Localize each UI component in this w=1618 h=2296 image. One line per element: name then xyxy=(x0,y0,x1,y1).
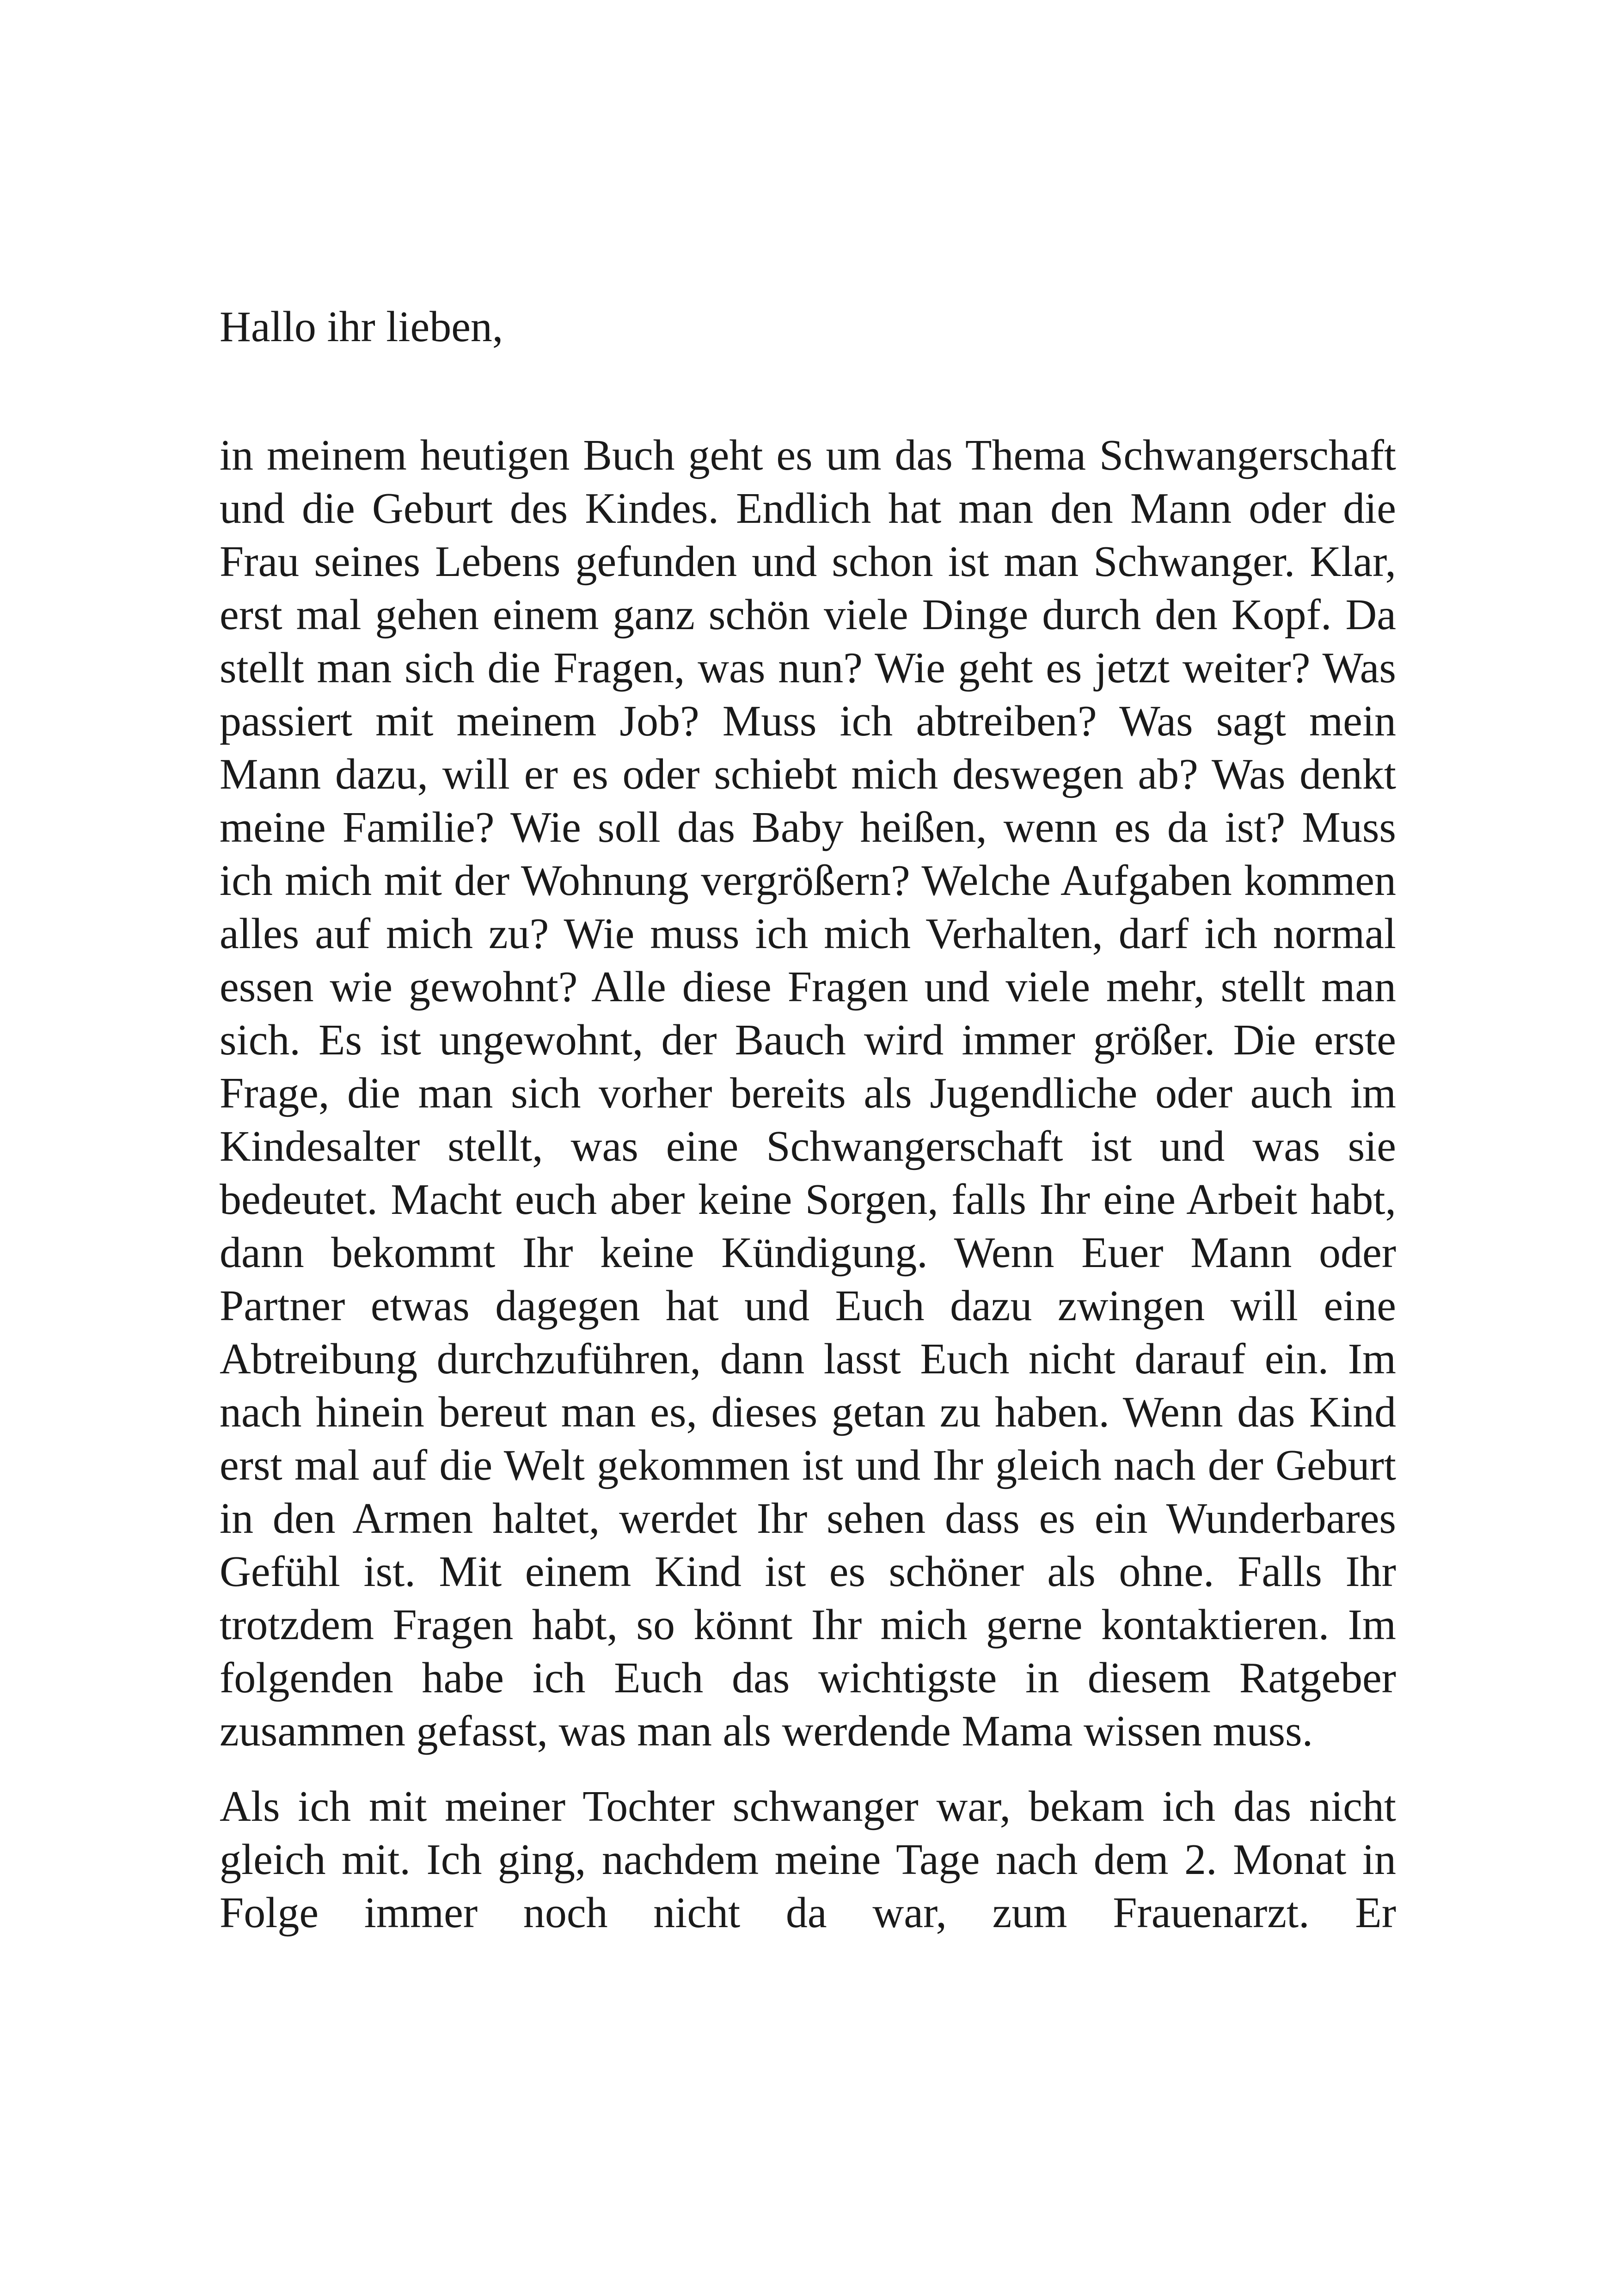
paragraph-story: Als ich mit meiner Tochter schwanger war, bekam ich das nicht gleich mit. Ich ging, nachdem meine Tage nach dem 2. Monat in Folge immer noch nicht da war, zum Frauenarzt. Er xyxy=(220,1782,1396,1937)
document-body xyxy=(220,429,1396,1962)
greeting-line: Hallo ihr lieben, xyxy=(220,303,503,351)
paragraph-intro: in meinem heutigen Buch geht es um das Thema Schwangerschaft und die Geburt des Kindes. Endlich hat man den Mann oder die Frau seines Lebens gefunden und schon ist man Schwanger. Klar, erst mal gehen einem ganz schön viele Dinge durch den Kopf. Da stellt man sich die Fragen, was nun? Wie geht es jetzt weiter? Was passiert mit meinem Job? Muss ich abtreiben? Was sagt mein Mann dazu, will er es oder schiebt mich deswegen ab? Was denkt meine Familie? Wie soll das Baby heißen, wenn es da ist? Muss ich mich mit der Wohnung vergrößern? Welche Aufgaben kommen alles auf mich zu? Wie muss ich mich Verhalten, darf ich normal essen wie gewohnt? Alle diese Fragen und viele mehr, stellt man sich. Es ist ungewohnt, der Bauch wird immer größer. Die erste Frage, die man sich vorher bereits als Jugendliche oder auch im Kindesalter stellt, was eine Schwangerschaft ist und was sie bedeutet. Macht euch aber keine Sorgen, falls Ihr eine Arbeit habt, dann bekommt Ihr keine Kündigung. Wenn Euer Mann oder Partner etwas dagegen hat und Euch dazu zwingen will eine Abtreibung durchzuführen, dann lasst Euch nicht darauf ein. Im nach hinein bereut man es, dieses getan zu haben. Wenn das Kind erst mal auf die Welt gekommen ist und Ihr gleich nach der Geburt in den Armen haltet, werdet Ihr sehen dass es ein Wunderbares Gefühl ist. Mit einem Kind ist es schöner als ohne. Falls Ihr trotzdem Fragen habt, so könnt Ihr mich gerne kontaktieren. Im folgenden habe ich Euch das wichtigste in diesem Ratgeber zusammen gefasst, was man als werdende Mama wissen muss. xyxy=(220,431,1396,1755)
